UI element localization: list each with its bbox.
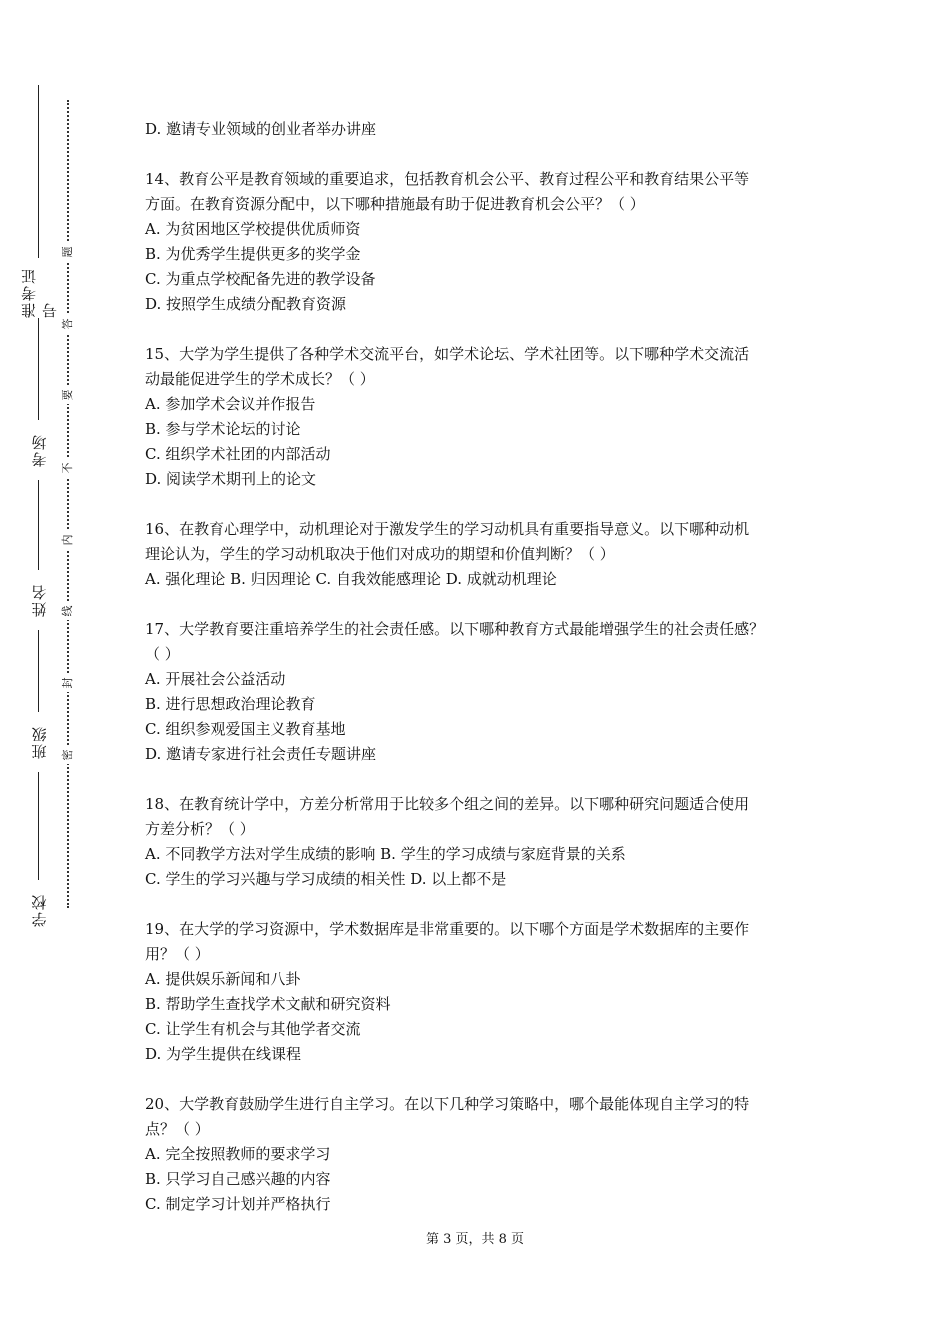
option-line: C. 为重点学校配备先进的教学设备 xyxy=(145,270,376,288)
binding-dotted-line xyxy=(67,100,69,908)
option-line: D. 阅读学术期刊上的论文 xyxy=(145,470,317,488)
binding-label-exam-number: 准考证号 xyxy=(22,258,56,318)
question-14-text: 14、教育公平是教育领域的重要追求，包括教育机会公平、教育过程公平和教育结果公平等 xyxy=(145,170,750,188)
option-line: A. 参加学术会议并作报告 xyxy=(145,395,316,413)
seal-char: 密 xyxy=(60,746,76,764)
option-line: A. 为贫困地区学校提供优质师资 xyxy=(145,220,361,238)
option-line: C. 制定学习计划并严格执行 xyxy=(145,1195,331,1213)
seal-char: 线 xyxy=(60,602,76,620)
question-19-text: 19、在大学的学习资源中，学术数据库是非常重要的。以下哪个方面是学术数据库的主要作 xyxy=(145,920,750,938)
binding-label-school: 学校 xyxy=(22,880,56,940)
option-line: C. 让学生有机会与其他学者交流 xyxy=(145,1020,361,1038)
option-line: B. 进行思想政治理论教育 xyxy=(145,695,316,713)
question-15-text: 15、大学为学生提供了各种学术交流平台，如学术论坛、学术社团等。以下哪种学术交流活 xyxy=(145,345,750,363)
binding-label-name: 姓名 xyxy=(22,570,56,630)
seal-char: 封 xyxy=(60,674,76,692)
option-line: B. 帮助学生查找学术文献和研究资料 xyxy=(145,995,391,1013)
question-17-text: （ ） xyxy=(145,645,180,663)
seal-char: 答 xyxy=(60,315,76,333)
binding-solid-line xyxy=(38,85,39,930)
option-line: B. 参与学术论坛的讨论 xyxy=(145,420,301,438)
option-line: A. 不同教学方法对学生成绩的影响 B. 学生的学习成绩与家庭背景的关系 xyxy=(145,845,626,863)
question-20-text: 20、大学教育鼓励学生进行自主学习。在以下几种学习策略中，哪个最能体现自主学习的特 xyxy=(145,1095,750,1113)
binding-label-class: 班级 xyxy=(22,712,56,772)
binding-margin xyxy=(0,0,90,1344)
question-20-text: 点？（ ） xyxy=(145,1120,210,1138)
question-18-text: 18、在教育统计学中，方差分析常用于比较多个组之间的差异。以下哪种研究问题适合使用 xyxy=(145,795,750,813)
option-line: C. 组织学术社团的内部活动 xyxy=(145,445,331,463)
question-17-text: 17、大学教育要注重培养学生的社会责任感。以下哪种教育方式最能增强学生的社会责任感？ xyxy=(145,620,765,638)
option-line: D. 按照学生成绩分配教育资源 xyxy=(145,295,347,313)
option-line: B. 为优秀学生提供更多的奖学金 xyxy=(145,245,361,263)
option-line: A. 强化理论 B. 归因理论 C. 自我效能感理论 D. 成就动机理论 xyxy=(145,570,557,588)
option-line: A. 完全按照教师的要求学习 xyxy=(145,1145,331,1163)
question-18-text: 方差分析？（ ） xyxy=(145,820,255,838)
seal-char: 要 xyxy=(60,386,76,404)
seal-char: 题 xyxy=(60,243,76,261)
option-line: D. 邀请专业领域的创业者举办讲座 xyxy=(145,120,377,138)
seal-char: 内 xyxy=(60,531,76,549)
question-16-text: 16、在教育心理学中，动机理论对于激发学生的学习动机具有重要指导意义。以下哪种动机 xyxy=(145,520,750,538)
binding-label-exam-room: 考场 xyxy=(22,420,56,480)
question-15-text: 动最能促进学生的学术成长？（ ） xyxy=(145,370,375,388)
question-content xyxy=(145,117,815,1217)
question-16-text: 理论认为，学生的学习动机取决于他们对成功的期望和价值判断？（ ） xyxy=(145,545,615,563)
option-line: D. 为学生提供在线课程 xyxy=(145,1045,302,1063)
option-line: C. 组织参观爱国主义教育基地 xyxy=(145,720,346,738)
option-line: D. 邀请专家进行社会责任专题讲座 xyxy=(145,745,377,763)
option-line: A. 开展社会公益活动 xyxy=(145,670,286,688)
question-19-text: 用？（ ） xyxy=(145,945,210,963)
page-number: 第 3 页，共 8 页 xyxy=(425,1232,525,1247)
question-14-text: 方面。在教育资源分配中，以下哪种措施最有助于促进教育机会公平？（ ） xyxy=(145,195,645,213)
option-line: C. 学生的学习兴趣与学习成绩的相关性 D. 以上都不是 xyxy=(145,870,507,888)
option-line: B. 只学习自己感兴趣的内容 xyxy=(145,1170,331,1188)
seal-char: 不 xyxy=(60,459,76,477)
option-line: A. 提供娱乐新闻和八卦 xyxy=(145,970,301,988)
